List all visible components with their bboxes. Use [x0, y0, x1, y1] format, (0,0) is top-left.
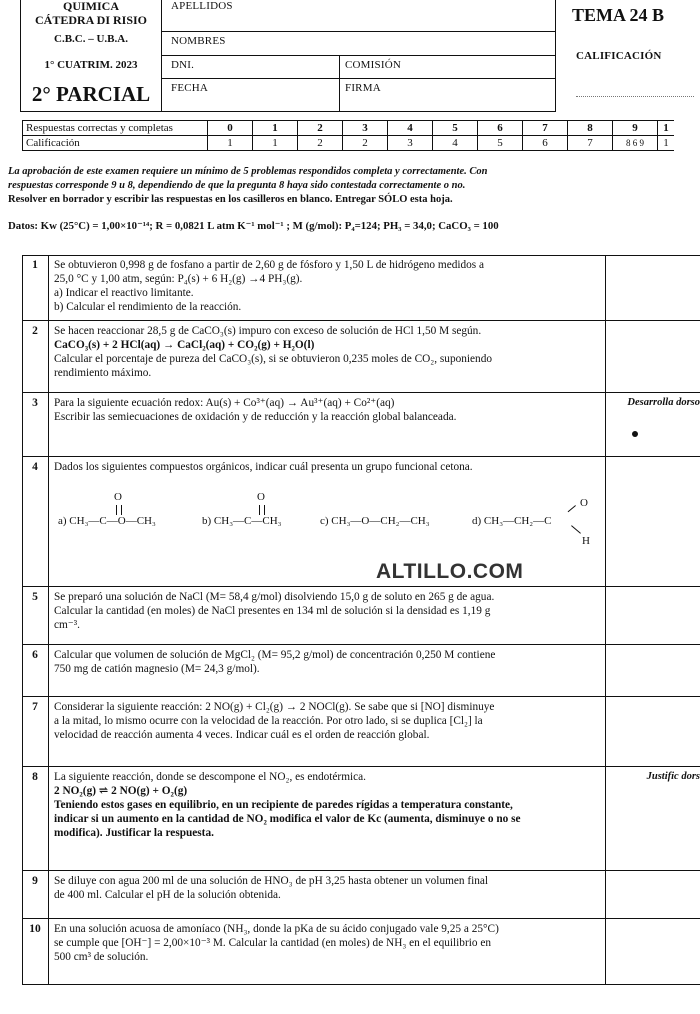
question-text	[54, 648, 600, 676]
score-row-label: Calificación	[23, 136, 208, 151]
question-number: 10	[29, 923, 41, 935]
field-divider-3	[162, 78, 556, 79]
question-text	[54, 258, 600, 314]
question-line: 750 mg de catión magnesio (M= 24,3 g/mol).	[54, 663, 260, 675]
question-text	[54, 922, 600, 964]
question-line: se cumple que [OH⁻] = 2,00×10⁻³ M. Calcular la cantidad (en moles) de NH₃ en el equilibrio en	[54, 937, 491, 949]
score-cell: 0	[208, 121, 253, 136]
score-cell: 5	[433, 121, 478, 136]
score-cell: 1	[253, 121, 298, 136]
carbonyl-o-label: O	[257, 491, 265, 503]
question-line: 2 NO₂(g) ⇌ 2 NO(g) + O₂(g)	[54, 785, 188, 797]
grade-cell: 1	[208, 136, 253, 151]
fields-grid	[162, 0, 556, 112]
score-row-label: Respuestas correctas y completas	[23, 121, 208, 136]
score-cell: 1	[658, 121, 675, 136]
question-line: rendimiento máximo.	[54, 367, 152, 379]
grade-cell: 3	[388, 136, 433, 151]
score-cell: 9	[613, 121, 658, 136]
question-number: 9	[32, 875, 38, 887]
firma-field[interactable]: FIRMA	[345, 82, 381, 94]
question-text	[54, 324, 600, 380]
question-number: 3	[32, 397, 38, 409]
grade-cell: 5	[478, 136, 523, 151]
question-4	[22, 456, 700, 586]
question-number: 4	[32, 461, 38, 473]
question-line: Dados los siguientes compuestos orgánicos, indicar cuál presenta un grupo funcional cetona.	[54, 461, 473, 473]
question-line: Se diluye con agua 200 ml de una solución de HNO₃ de pH 3,25 hasta obtener un volumen final	[54, 875, 489, 887]
question-line: Se obtuvieron 0,998 g de fosfano a partir de 2,60 g de fósforo y 1,50 L de hidrógeno medidos a	[54, 259, 485, 271]
question-text	[54, 874, 600, 902]
intro-line-2: respuestas corresponde 9 u 8, dependiendo de que la pregunta 8 haya sido contestada correctamente o no.	[8, 180, 466, 191]
question-line: Teniendo estos gases en equilibrio, en un recipiente de paredes rígidas a temperatura constante,	[54, 799, 513, 811]
question-10	[22, 918, 700, 985]
question-number: 8	[32, 771, 38, 783]
question-line: de 400 ml. Calcular el pH de la solución obtenida.	[54, 889, 281, 901]
score-cell: 7	[523, 121, 568, 136]
grade-cell: 2	[343, 136, 388, 151]
aldehyde-o-label: O	[580, 497, 588, 509]
question-line: Para la siguiente ecuación redox: Au(s) + Co³⁺(aq) → Au³⁺(aq) + Co²⁺(aq)	[54, 397, 395, 409]
carbonyl-o-label: O	[114, 491, 122, 503]
tema-label: TEMA 24 B	[572, 5, 665, 25]
side-note: Justific dors	[646, 771, 700, 782]
term-label: 1° CUATRIM. 2023	[44, 59, 138, 71]
intro-line-1: La aprobación de este examen requiere un mínimo de 5 problemas respondidos completa y correctamente. Con	[8, 166, 488, 177]
option-b-formula: b) CH₃—C—CH₃	[202, 515, 282, 527]
question-text	[54, 396, 600, 424]
option-d-formula: d) CH₃—CH₂—C	[472, 515, 552, 527]
side-note: Desarrolla dorso	[627, 397, 700, 408]
question-number: 6	[32, 649, 38, 661]
institution-label: C.B.C. – U.B.A.	[54, 33, 128, 45]
question-2	[22, 320, 700, 392]
question-text	[54, 460, 600, 474]
question-number: 5	[32, 591, 38, 603]
score-cell: 4	[388, 121, 433, 136]
calificacion-line	[576, 96, 694, 97]
question-line: Considerar la siguiente reacción: 2 NO(g) + Cl₂(g) → 2 NOCl(g). Se sabe que si [NO] disminuye	[54, 701, 495, 713]
datos-line: Datos: Kw (25°C) = 1,00×10⁻¹⁴; R = 0,0821 L atm K⁻¹ mol⁻¹ ; M (g/mol): P₄=124; PH₃ = 34,0; CaCO₃ = 100	[8, 220, 499, 232]
question-line: 25,0 °C y 1,00 atm, según: P₄(s) + 6 H₂(g) →4 PH₃(g).	[54, 273, 303, 285]
field-divider-v	[339, 55, 340, 112]
exam-title: 2° PARCIAL	[31, 82, 151, 106]
question-text	[54, 700, 600, 742]
question-6	[22, 644, 700, 696]
question-8	[22, 766, 700, 870]
question-7	[22, 696, 700, 766]
option-a-formula: a) CH₃—C—O—CH₃	[58, 515, 156, 527]
nombres-field[interactable]: NOMBRES	[171, 35, 226, 47]
question-5	[22, 586, 700, 644]
watermark: ALTILLO.COM	[376, 560, 524, 583]
grade-cell: 2	[298, 136, 343, 151]
field-divider-1	[162, 31, 556, 32]
question-line: En una solución acuosa de amoníaco (NH₃, donde la pKa de su ácido conjugado vale 9,25 a 25°C)	[54, 923, 499, 935]
aldehyde-h-label: H	[582, 535, 590, 547]
question-number: 2	[32, 325, 38, 337]
fecha-field[interactable]: FECHA	[171, 82, 209, 94]
grade-cell: 4	[433, 136, 478, 151]
chair-label: CÁTEDRA DI RISIO	[34, 13, 148, 27]
dni-field[interactable]: DNI.	[171, 59, 195, 71]
question-line: indicar si un aumento en la cantidad de NO₂ modifica el valor de Kc (aumenta, disminuye o no se	[54, 813, 521, 825]
question-line: velocidad de reacción aumenta 4 veces. Indicar cuál es el orden de reacción global.	[54, 729, 430, 741]
question-line: Calcular la cantidad (en moles) de NaCl presentes en 134 ml de solución si la densidad es 1,19 g	[54, 605, 491, 617]
grade-cell: 1	[253, 136, 298, 151]
question-line: La siguiente reacción, donde se descompone el NO₂, es endotérmica.	[54, 771, 366, 783]
score-table	[22, 120, 674, 151]
score-cell: 6	[478, 121, 523, 136]
double-bond-icon	[259, 505, 265, 515]
question-number: 7	[32, 701, 38, 713]
grade-cell: 1	[658, 136, 675, 151]
grade-cell: 7	[568, 136, 613, 151]
question-line: a la mitad, lo mismo ocurre con la velocidad de la reacción. Por otro lado, si se duplica [Cl₂] la	[54, 715, 483, 727]
question-line: Se preparó una solución de NaCl (M= 58,4 g/mol) disolviendo 15,0 g de soluto en 265 g de agua.	[54, 591, 495, 603]
score-row-grade	[23, 136, 675, 151]
calificacion-label: CALIFICACIÓN	[576, 50, 662, 62]
question-line: Se hacen reaccionar 28,5 g de CaCO₃(s) impuro con exceso de solución de HCl 1,50 M según.	[54, 325, 482, 337]
apellidos-field[interactable]: APELLIDOS	[171, 0, 233, 12]
question-line: 500 cm³ de solución.	[54, 951, 149, 963]
question-line: CaCO₃(s) + 2 HCl(aq) → CaCl₂(aq) + CO₂(g) + H₂O(l)	[54, 339, 315, 351]
question-3	[22, 392, 700, 456]
question-line: Calcular que volumen de solución de MgCl₂ (M= 95,2 g/mol) de concentración 0,250 M contiene	[54, 649, 496, 661]
question-line: a) Indicar el reactivo limitante.	[54, 287, 194, 299]
score-cell: 2	[298, 121, 343, 136]
question-number: 1	[32, 259, 38, 271]
grade-cell: 8 6 9	[613, 136, 658, 151]
question-line: Calcular el porcentaje de pureza del CaCO₃(s), si se obtuvieron 0,235 moles de CO₂, suponiendo	[54, 353, 492, 365]
question-text	[54, 770, 600, 840]
field-divider-2	[162, 55, 556, 56]
question-9	[22, 870, 700, 918]
ink-dot-icon	[632, 431, 638, 437]
question-text	[54, 590, 600, 632]
question-line: cm⁻³.	[54, 619, 80, 631]
score-row-correct	[23, 121, 675, 136]
question-line: modifica). Justificar la respuesta.	[54, 827, 214, 839]
score-cell: 3	[343, 121, 388, 136]
score-cell: 8	[568, 121, 613, 136]
option-c-formula: c) CH₃—O—CH₂—CH₃	[320, 515, 430, 527]
comision-field[interactable]: COMISIÓN	[345, 59, 401, 71]
question-line: b) Calcular el rendimiento de la reacción.	[54, 301, 242, 313]
double-bond-icon	[116, 505, 122, 515]
question-line: Escribir las semiecuaciones de oxidación y de reducción y la reacción global balanceada.	[54, 411, 457, 423]
single-bond-icon	[571, 525, 581, 533]
intro-line-3: Resolver en borrador y escribir las respuestas en los casilleros en blanco. Entregar SÓLO esta hoja.	[8, 194, 453, 205]
question-1	[22, 255, 700, 320]
grade-cell: 6	[523, 136, 568, 151]
subject-label: QUIMICA	[63, 0, 119, 13]
